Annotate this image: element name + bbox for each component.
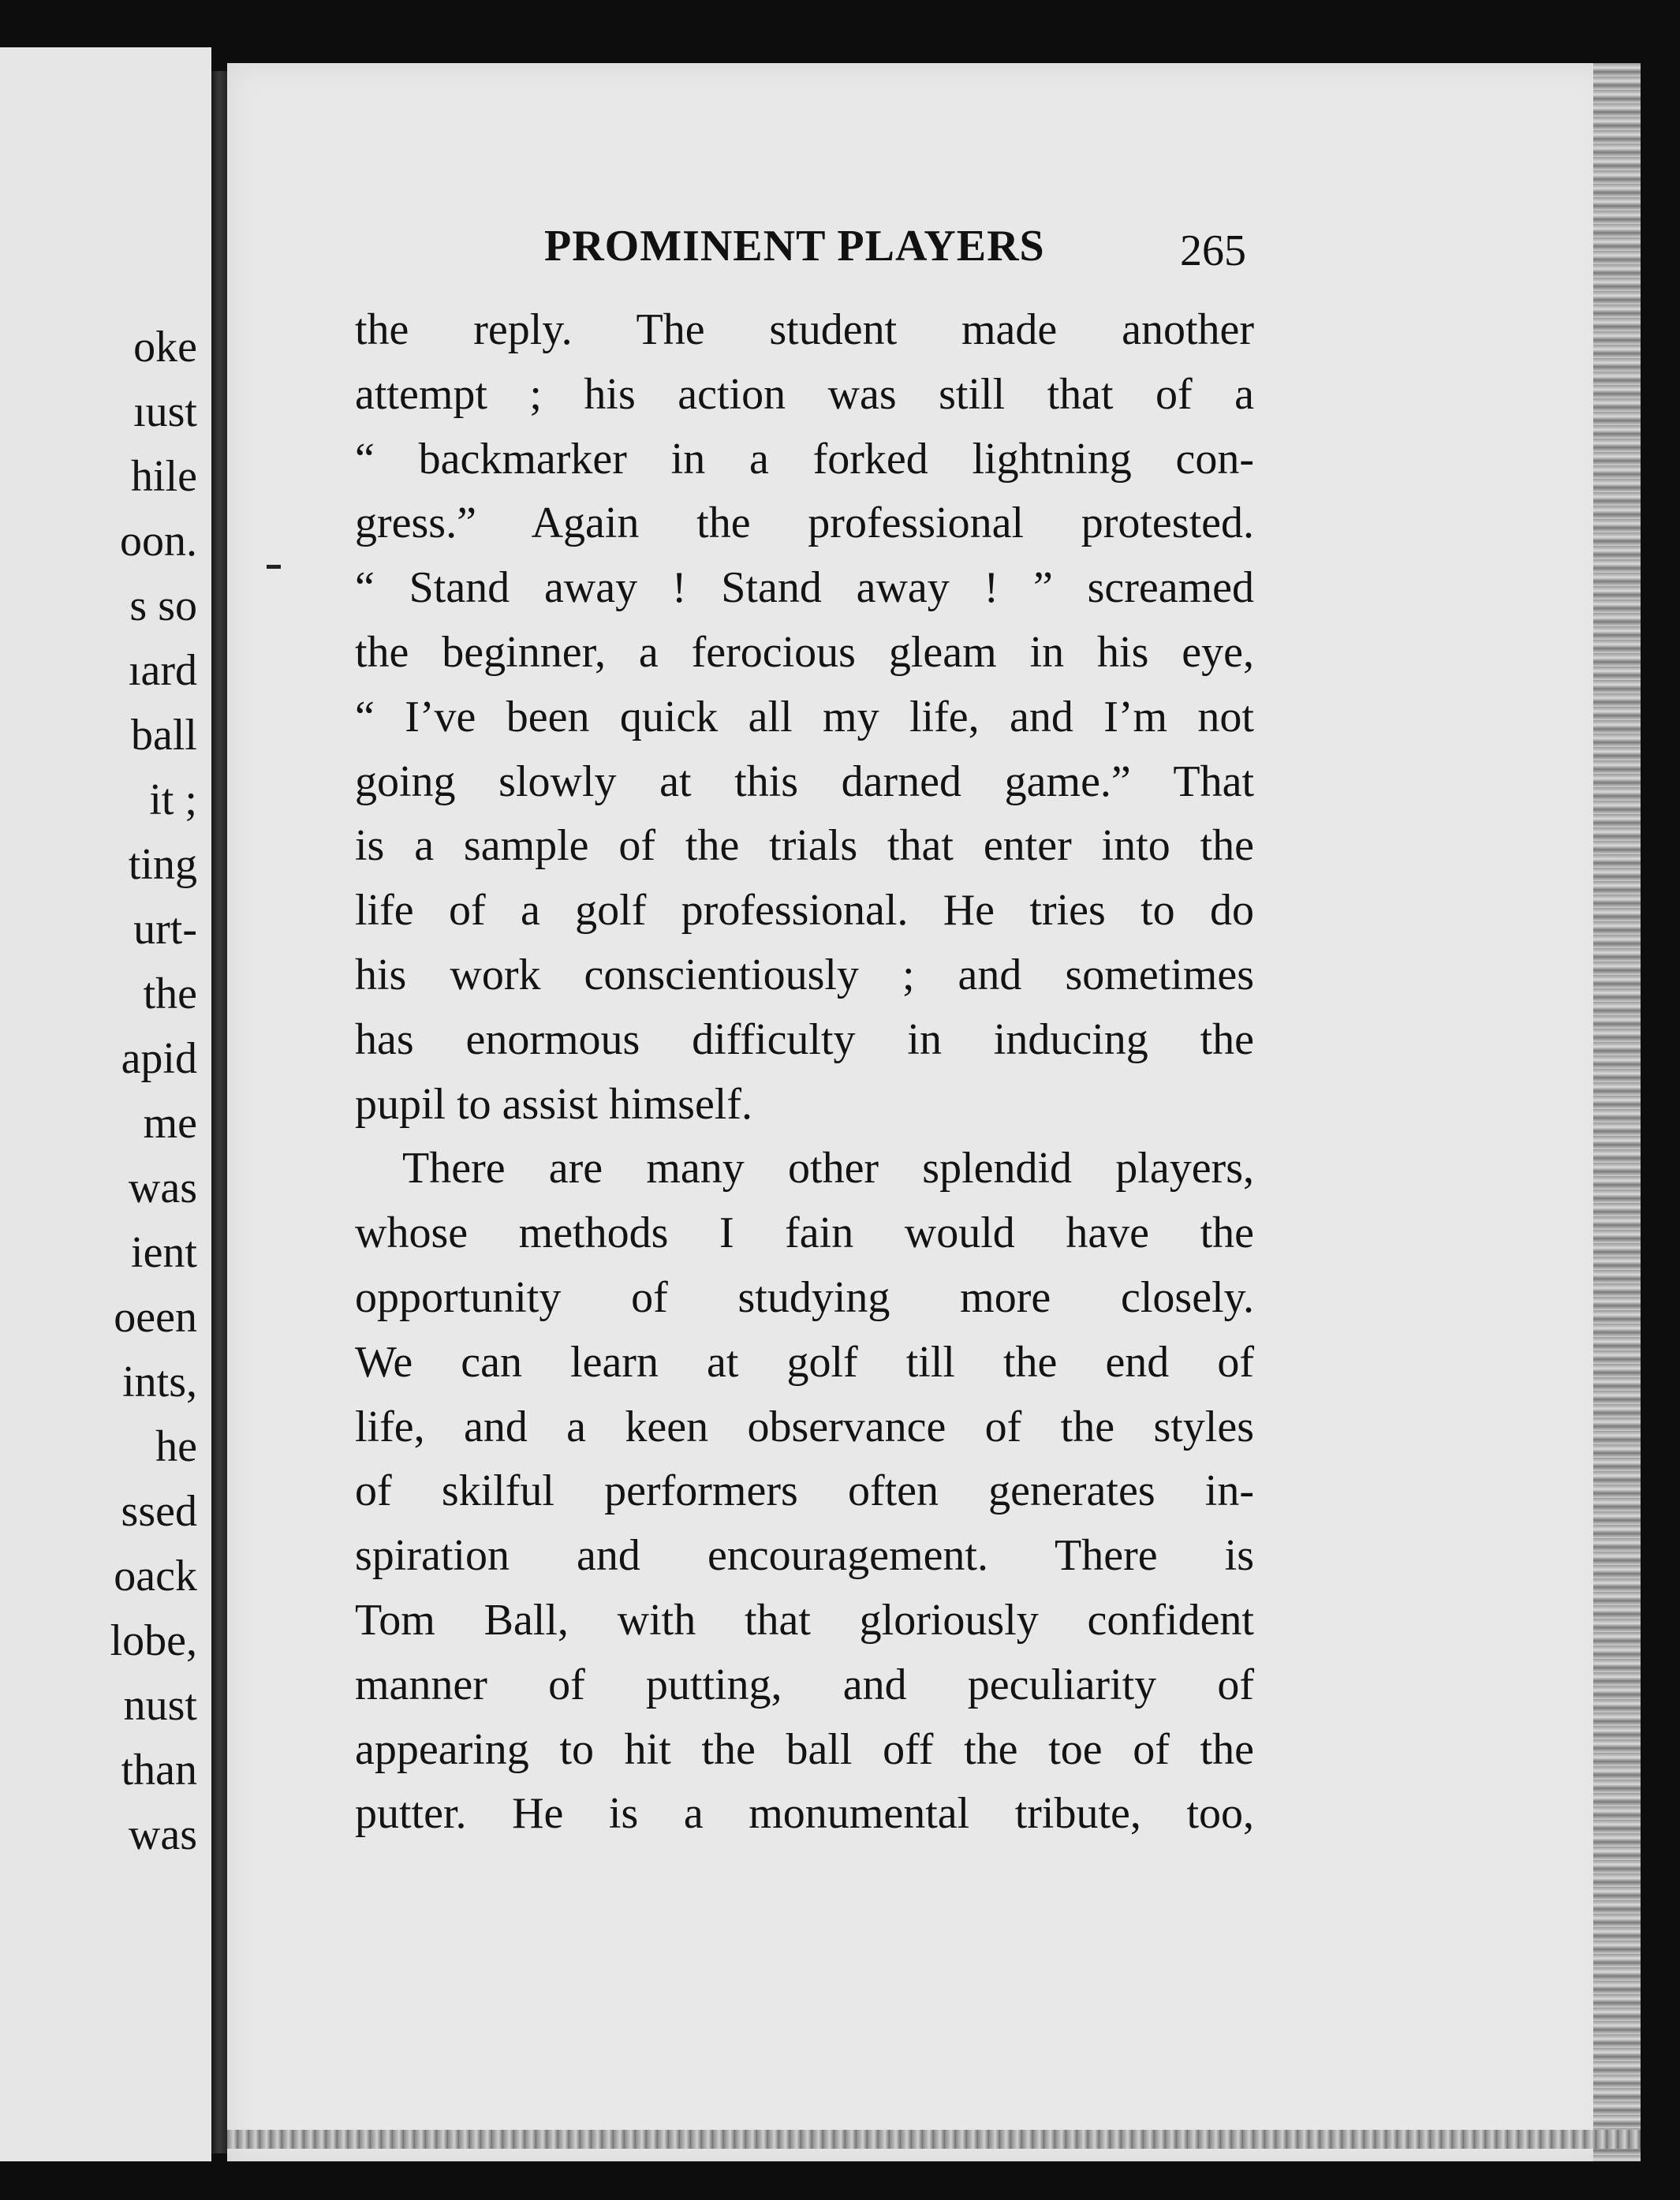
text-line: pupil to assist himself. [355,1079,752,1129]
text-line: of skilful performers often generates in- [355,1466,1254,1516]
text-line: “ Stand away ! Stand away ! ” screamed [355,563,1254,613]
text-line: life of a golf professional. He tries to do [355,886,1254,936]
left-page-line: was [128,1163,197,1212]
left-page-line: apid [121,1034,197,1083]
previous-page-fragment [0,47,211,2161]
page-edge-right [1593,63,1641,2161]
left-page-line: nust [123,1681,197,1730]
left-page-line: ient [131,1228,197,1277]
scan-mark [267,565,281,569]
left-page-line: lobe, [110,1616,197,1665]
text-line: We can learn at golf till the end of [355,1337,1254,1387]
left-page-line: the [143,969,197,1018]
text-line: is a sample of the trials that enter into the [355,821,1254,871]
page-number: 265 [1180,226,1246,275]
text-line: “ I’ve been quick all my life, and I’m not [355,692,1254,741]
body-text [355,298,1254,1847]
left-page-line: oon. [120,517,197,566]
text-line: opportunity of studying more closely. [355,1272,1254,1322]
left-page-line: oeen [114,1293,197,1342]
left-page-line: ball [131,711,197,760]
text-line: manner of putting, and peculiarity of [355,1660,1254,1709]
text-line: “ backmarker in a forked lightning con- [355,434,1254,484]
text-line: attempt ; his action was still that of a [355,369,1254,419]
page-edge-bottom [227,2130,1641,2149]
text-line: putter. He is a monumental tribute, too, [355,1789,1254,1839]
left-page-line: ıust [133,387,197,436]
left-page-line: was [128,1810,197,1859]
left-page-line: ints, [122,1358,197,1406]
text-line: gress.” Again the professional protested. [355,499,1254,548]
text-line: spiration and encouragement. There is [355,1531,1254,1581]
left-page-line: ting [128,840,197,889]
text-line: his work conscientiously ; and sometimes [355,950,1254,999]
text-line: whose methods I fain would have the [355,1208,1254,1258]
text-line: going slowly at this darned game.” That [355,756,1254,806]
text-line: life, and a keen observance of the styles [355,1402,1254,1451]
left-page-line: it ; [149,775,197,824]
left-page-line: hile [131,452,197,501]
left-page-line: than [121,1746,197,1795]
left-page-line: urt- [133,905,197,954]
text-line: Tom Ball, with that gloriously confident [355,1595,1254,1645]
left-page-line: ıard [128,646,197,695]
left-page-line: oke [133,323,197,372]
text-line: has enormous difficulty in inducing the [355,1014,1254,1064]
left-page-line: ssed [121,1487,197,1536]
left-page-line: he [155,1422,197,1471]
left-page-line: s so [129,581,197,630]
left-page-line: me [143,1099,197,1148]
left-page-line: oack [114,1552,197,1601]
text-line: There are many other splendid players, [402,1144,1254,1193]
text-line: the beginner, a ferocious gleam in his eye, [355,627,1254,677]
text-line: the reply. The student made another [355,305,1254,354]
book-gutter [211,71,227,2153]
running-header-title: PROMINENT PLAYERS [544,222,1045,271]
text-line: appearing to hit the ball off the toe of the [355,1724,1254,1774]
